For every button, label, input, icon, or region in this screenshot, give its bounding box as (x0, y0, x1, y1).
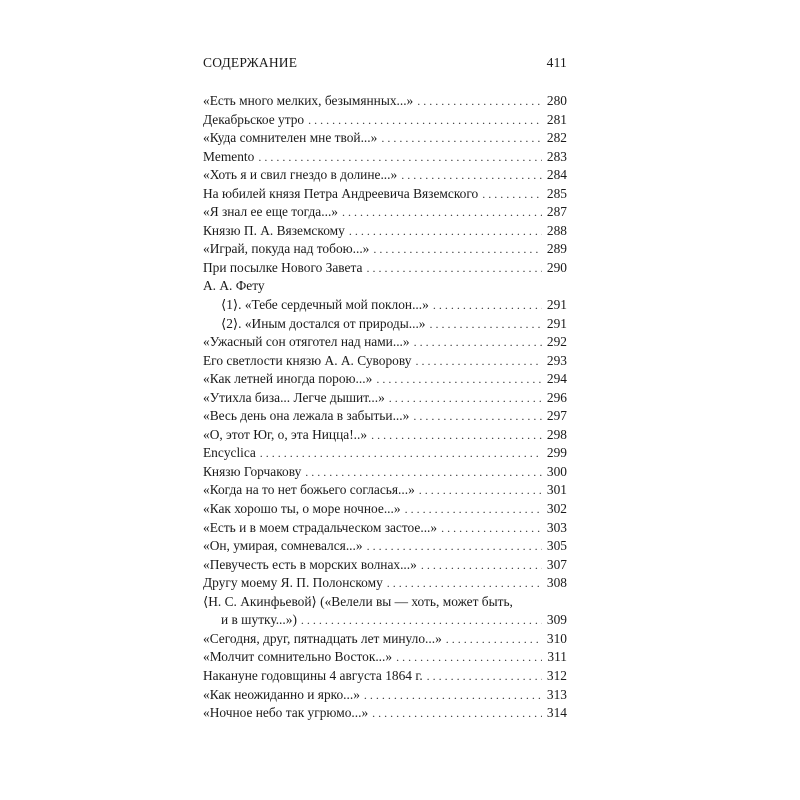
toc-entry-title: Князю П. А. Вяземскому (203, 222, 345, 238)
dot-leader (446, 630, 542, 649)
toc-entry (203, 426, 567, 445)
toc-entry-page: 300 (546, 463, 567, 479)
toc-entry-title: «Хоть я и свил гнездо в долине...» (203, 167, 398, 183)
toc-entry-title: «Молчит сомнительно Восток...» (203, 649, 393, 665)
dot-leader (441, 519, 542, 538)
toc-entry-title: При посылке Нового Завета (203, 259, 363, 275)
toc-entry (203, 648, 567, 667)
toc-entry-title: «Весь день она лежала в забытьи...» (203, 408, 410, 424)
toc-entry-page: 291 (546, 315, 567, 331)
toc-entry-title: «Есть много мелких, безымянных...» (203, 93, 414, 108)
toc-entry-page: 313 (546, 686, 567, 702)
toc-entry (203, 129, 567, 148)
toc-entry (203, 370, 567, 389)
toc-entry-title: «Ночное небо так угрюмо...» (203, 705, 369, 721)
toc-entry-title: А. А. Фету (203, 278, 265, 294)
dot-leader (301, 611, 542, 630)
toc-entry (203, 630, 567, 649)
dot-leader (405, 500, 542, 519)
dot-leader (364, 686, 542, 705)
toc-entry-title: Князю Горчакову (203, 463, 302, 479)
toc-entry (203, 296, 567, 315)
dot-leader (376, 370, 542, 389)
toc-entry-title: Другу моему Я. П. Полонскому (203, 575, 383, 591)
dot-leader (308, 111, 542, 130)
toc-entry (203, 240, 567, 259)
toc-entry-title-cont: и в шутку...») (221, 612, 297, 628)
dot-leader (421, 556, 542, 575)
toc-entry-title: ⟨Н. С. Акинфьевой⟩ («Велели вы — хоть, может быть, (203, 593, 513, 609)
toc-entry-page: 309 (546, 612, 567, 628)
toc-entry-title: Декабрьское утро (203, 111, 305, 127)
dot-leader (366, 259, 542, 278)
dot-leader (389, 389, 542, 408)
dot-leader (372, 704, 542, 723)
toc-entry (203, 667, 567, 686)
dot-leader (373, 240, 542, 259)
toc-entry-title: «Играй, покуда над тобою...» (203, 241, 370, 257)
toc-entry-title: «Когда на то нет божьего согласья...» (203, 482, 415, 498)
toc-entry-page: 280 (546, 93, 567, 108)
toc-entry-page: 303 (546, 519, 567, 535)
toc-entry-title: «Сегодня, друг, пятнадцать лет минуло...» (203, 630, 442, 646)
toc-entry (203, 222, 567, 241)
dot-leader (258, 148, 542, 167)
toc-entry-page: 283 (546, 148, 567, 164)
dot-leader (342, 203, 542, 222)
toc-entry (203, 556, 567, 575)
toc-entry-page: 299 (546, 445, 567, 461)
page-number: 411 (546, 55, 567, 70)
toc-entry-title: Encyclica (203, 445, 256, 461)
toc-entry-page: 311 (547, 649, 567, 665)
toc-entry-page: 310 (546, 630, 567, 646)
dot-leader (260, 444, 542, 463)
table-of-contents (203, 92, 567, 723)
toc-entry (203, 481, 567, 500)
dot-leader (419, 481, 542, 500)
toc-entry-title: ⟨1⟩. «Тебе сердечный мой поклон...» (221, 297, 429, 313)
toc-entry-page: 298 (546, 426, 567, 442)
toc-entry (203, 185, 567, 204)
toc-entry-title: ⟨2⟩. «Иным достался от природы...» (221, 315, 426, 331)
toc-entry-page: 291 (546, 297, 567, 313)
toc-entry-page: 297 (546, 408, 567, 424)
toc-entry-page: 287 (546, 204, 567, 220)
dot-leader (414, 333, 542, 352)
toc-entry-page: 290 (546, 259, 567, 275)
dot-leader (381, 129, 542, 148)
toc-entry (203, 519, 567, 538)
dot-leader (413, 407, 542, 426)
dot-leader (415, 352, 542, 371)
dot-leader (417, 92, 542, 111)
toc-entry (203, 111, 567, 130)
toc-entry (203, 148, 567, 167)
toc-entry-page: 314 (546, 705, 567, 721)
toc-entry (203, 315, 567, 334)
toc-entry-continuation (203, 611, 567, 630)
toc-entry-page: 285 (546, 185, 567, 201)
toc-entry-title: «Певучесть есть в морских волнах...» (203, 556, 417, 572)
toc-entry (203, 500, 567, 519)
toc-entry-title: «Как хорошо ты, о море ночное...» (203, 501, 401, 517)
toc-entry-page: 292 (546, 334, 567, 350)
dot-leader (401, 166, 542, 185)
toc-entry (203, 704, 567, 723)
toc-entry-title: Его светлости князю А. А. Суворову (203, 352, 412, 368)
toc-entry-page: 312 (546, 667, 567, 683)
running-head (203, 55, 567, 75)
toc-entry (203, 407, 567, 426)
toc-entry-page: 293 (546, 352, 567, 368)
toc-entry-title: Memento (203, 148, 255, 164)
toc-entry-title: «Он, умирая, сомневался...» (203, 538, 363, 554)
toc-entry-title: «Ужасный сон отяготел над нами...» (203, 334, 410, 350)
toc-entry-page: 305 (546, 538, 567, 554)
toc-entry (203, 537, 567, 556)
toc-entry (203, 574, 567, 593)
toc-entry-title: На юбилей князя Петра Андреевича Вяземского (203, 185, 479, 201)
toc-entry (203, 333, 567, 352)
toc-entry (203, 352, 567, 371)
dot-leader (367, 537, 542, 556)
toc-entry (203, 166, 567, 185)
toc-group-heading (203, 277, 567, 296)
toc-entry-page: 301 (546, 482, 567, 498)
dot-leader (429, 315, 542, 334)
dot-leader (482, 185, 542, 204)
toc-entry-title: «Утихла биза... Легче дышит...» (203, 389, 385, 405)
toc-entry-page: 281 (546, 111, 567, 127)
toc-entry-page: 284 (546, 167, 567, 183)
toc-entry (203, 259, 567, 278)
dot-leader (349, 222, 542, 241)
dot-leader (396, 648, 542, 667)
toc-entry-page: 289 (546, 241, 567, 257)
toc-entry-title: «Как летней иногда порою...» (203, 371, 373, 387)
toc-entry (203, 444, 567, 463)
toc-entry (203, 389, 567, 408)
toc-entry-page: 294 (546, 371, 567, 387)
toc-entry-title: «Есть и в моем страдальческом застое...» (203, 519, 438, 535)
toc-entry-title: «Куда сомнителен мне твой...» (203, 130, 378, 146)
toc-entry (203, 593, 567, 630)
dot-leader (427, 667, 542, 686)
toc-entry-title: «О, этот Юг, о, эта Ницца!..» (203, 426, 368, 442)
toc-entry-page: 307 (546, 556, 567, 572)
dot-leader (305, 463, 542, 482)
toc-entry (203, 203, 567, 222)
toc-entry (203, 92, 567, 111)
toc-entry-page: 302 (546, 501, 567, 517)
toc-entry-page: 282 (546, 130, 567, 146)
toc-entry (203, 463, 567, 482)
toc-entry-title: «Как неожиданно и ярко...» (203, 686, 360, 702)
section-title: СОДЕРЖАНИЕ (203, 55, 298, 70)
dot-leader (433, 296, 542, 315)
toc-entry-page: 296 (546, 389, 567, 405)
toc-entry (203, 686, 567, 705)
dot-leader (387, 574, 542, 593)
toc-entry-page: 308 (546, 575, 567, 591)
toc-entry-page: 288 (546, 222, 567, 238)
dot-leader (371, 426, 542, 445)
toc-entry-title: «Я знал ее еще тогда...» (203, 204, 338, 220)
toc-entry-title: Накануне годовщины 4 августа 1864 г. (203, 667, 423, 683)
